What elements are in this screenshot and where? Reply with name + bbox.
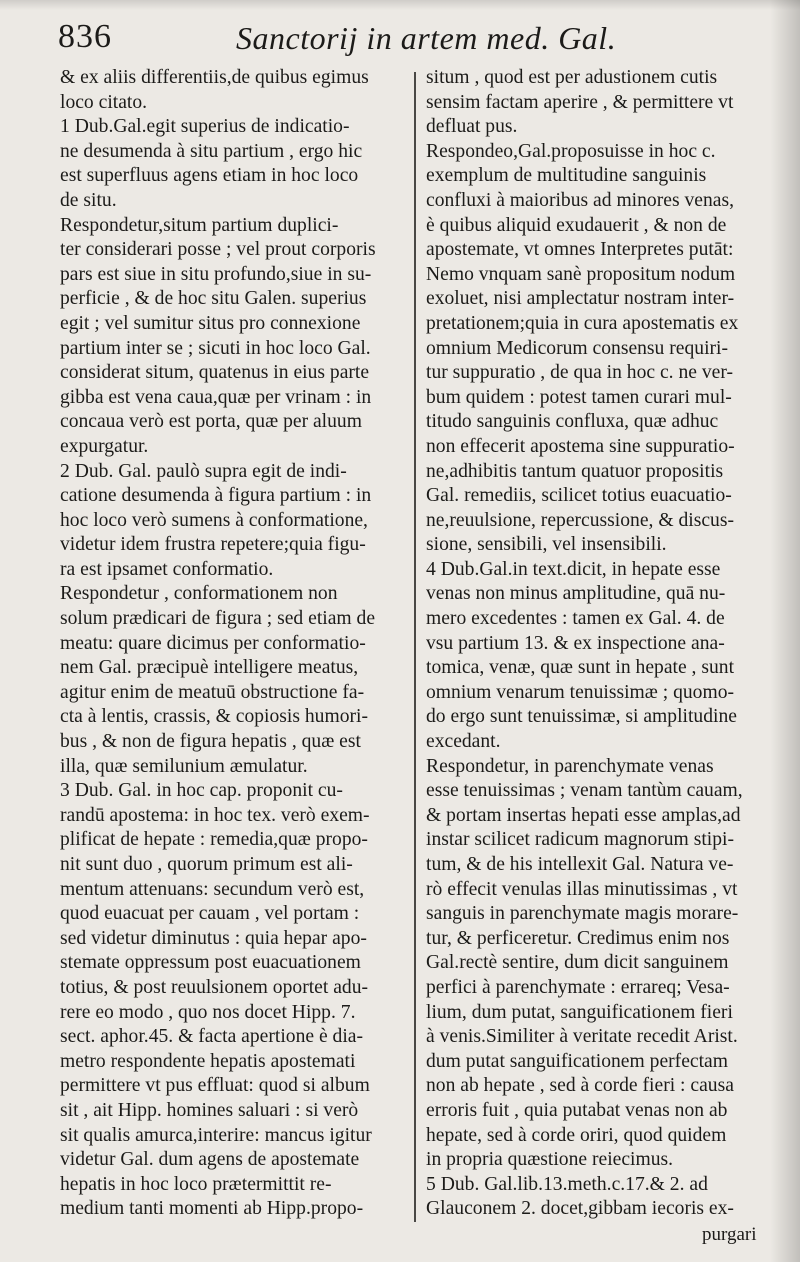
text-line: ne desumenda à situ partium , ergo hic — [60, 140, 363, 162]
text-line: pretationem;quia in cura apostematis ex — [426, 312, 739, 334]
text-line: è quibus aliquid exudauerit , & non de — [426, 214, 727, 236]
text-line: tur, & perficeretur. Credimus enim nos — [426, 927, 730, 949]
text-line: 3 Dub. Gal. in hoc cap. proponit cu- — [60, 780, 343, 802]
text-line: expurgatur. — [60, 435, 149, 457]
text-line: lium, dum putat, sanguificationem fieri — [426, 1001, 733, 1023]
text-line: illa, quæ semilunium æmulatur. — [60, 755, 308, 777]
text-line: Respondetur , conformationem non — [60, 583, 338, 605]
text-line: Respondeo,Gal.proposuisse in hoc c. — [426, 140, 716, 162]
text-line: stemate oppressum post euacuationem — [60, 952, 361, 974]
text-line: agitur enim de meatuū obstructione fa- — [60, 681, 365, 703]
text-line: mero excedentes : tamen ex Gal. 4. de — [426, 608, 725, 630]
text-line: partium inter se ; sicuti in hoc loco Gal. — [60, 337, 371, 359]
text-line: non ab hepate , sed à corde fieri : causa — [426, 1075, 734, 1097]
right-column — [426, 66, 766, 1222]
text-line: medium tanti momenti ab Hipp.propo- — [60, 1198, 364, 1220]
text-line: excedant. — [426, 731, 501, 753]
text-line: tum, & de his intellexit Gal. Natura ve- — [426, 854, 734, 875]
text-line: tomica, venæ, quæ sunt in hepate , sunt — [426, 657, 735, 679]
column-divider — [414, 72, 416, 1222]
text-line: ne,adhibitis tantum quatuor propositis — [426, 460, 724, 482]
text-line: sione, sensibili, vel insensibili. — [426, 534, 667, 556]
text-line: Nemo vnquam sanè propositum nodum — [426, 263, 736, 285]
text-line: pars est siue in situ profundo,siue in su- — [60, 263, 372, 285]
text-line: do ergo sunt tenuissimæ, si amplitudine — [426, 706, 737, 728]
text-line: in propria quæstione reiecimus. — [426, 1149, 674, 1171]
text-line: exemplum de multitudine sanguinis — [426, 165, 707, 187]
text-line: 5 Dub. Gal.lib.13.meth.c.17.& 2. ad — [426, 1173, 708, 1195]
text-line: egit ; vel sumitur situs pro connexione — [60, 312, 361, 334]
text-line: & portam insertas hepati esse amplas,ad — [426, 804, 741, 826]
text-line: omnium Medicorum consensu requiri- — [426, 337, 729, 359]
text-line: nem Gal. præcipuè intelligere meatus, — [60, 657, 359, 679]
text-line: sensim factam aperire , & permittere vt — [426, 91, 734, 113]
text-line: exoluet, nisi amplectatur nostram inter- — [426, 288, 735, 310]
text-line: non effecerit apostema sine suppuratio- — [426, 435, 735, 457]
text-line: & ex aliis differentiis,de quibus egimus — [60, 67, 369, 88]
page-number: 836 — [58, 18, 112, 55]
text-line: considerat situm, quatenus in eius parte — [60, 362, 370, 384]
text-line: est superfluus agens etiam in hoc loco — [60, 165, 359, 187]
text-line: rere eo modo , quo nos docet Hipp. 7. — [60, 1001, 356, 1023]
text-line: ra est ipsamet conformatio. — [60, 558, 274, 580]
text-line: 1 Dub.Gal.egit superius de indicatio- — [60, 116, 350, 138]
text-line: videtur idem frustra repetere;quia figu- — [60, 534, 366, 556]
text-line: sect. aphor.45. & facta apertione è dia- — [60, 1026, 364, 1048]
text-line: bus , & non de figura hepatis , quæ est — [60, 731, 361, 753]
catchword: purgari — [702, 1224, 757, 1245]
text-line: cta à lentis, crassis, & copiosis humori- — [60, 706, 368, 728]
text-line: venas non minus amplitudine, quā nu- — [426, 583, 726, 605]
page-edge-shadow — [770, 0, 800, 1262]
text-line: 4 Dub.Gal.in text.dicit, in hepate esse — [426, 558, 721, 580]
text-line: sanguis in parenchymate magis morare- — [426, 903, 739, 925]
text-line: metro respondente hepatis apostemati — [60, 1050, 356, 1072]
text-line: catione desumenda à figura partium : in — [60, 485, 372, 507]
text-line: omnium venarum tenuissimæ ; quomo- — [426, 681, 735, 703]
text-line: hoc loco verò sumens à conformatione, — [60, 509, 368, 531]
text-line: erroris fuit , quia putabat venas non ab — [426, 1099, 728, 1121]
text-line: meatu: quare dicimus per conformatio- — [60, 632, 366, 654]
text-line: tur suppuratio , de qua in hoc c. ne ver- — [426, 362, 734, 384]
text-line: situm , quod est per adustionem cutis — [426, 67, 718, 88]
page-top-shadow — [0, 0, 800, 10]
text-line: vsu partium 13. & ex inspectione ana- — [426, 632, 725, 654]
text-line: Gal. remediis, scilicet totius euacuatio- — [426, 485, 732, 507]
text-line: bum quidem : potest tamen curari mul- — [426, 386, 732, 408]
text-line: perficie , & de hoc situ Galen. superius — [60, 288, 367, 310]
text-line: videtur Gal. dum agens de apostemate — [60, 1149, 360, 1171]
text-line: sed videtur diminutus : quia hepar apo- — [60, 927, 367, 949]
text-line: Respondetur,situm partium duplici- — [60, 214, 339, 236]
text-line: Gal.rectè sentire, dum dicit sanguinem — [426, 952, 729, 974]
text-line: plificat de hepate : remedia,quæ propo- — [60, 829, 368, 851]
text-line: ter considerari posse ; vel prout corporis — [60, 239, 376, 261]
text-line: Respondetur, in parenchymate venas — [426, 755, 714, 777]
text-line: Glauconem 2. docet,gibbam iecoris ex- — [426, 1198, 734, 1220]
text-line: confluxi à maioribus ad minores venas, — [426, 189, 734, 211]
text-line: dum putat sanguificationem perfectam — [426, 1050, 728, 1072]
text-line: sit qualis amurca,interire: mancus igitur — [60, 1124, 372, 1146]
text-line: permittere vt pus effluat: quod si album — [60, 1075, 370, 1097]
text-line: de situ. — [60, 189, 117, 211]
left-column — [60, 66, 412, 1222]
text-line: apostemate, vt omnes Interpretes putāt: — [426, 239, 734, 261]
text-line: hepate, sed à corde oriri, quod quidem — [426, 1124, 727, 1146]
text-line: perfici à parenchymate : errareq; Vesa- — [426, 976, 730, 998]
text-line: 2 Dub. Gal. paulò supra egit de indi- — [60, 460, 347, 482]
page-header — [0, 14, 800, 64]
text-line: hepatis in hoc loco prætermittit re- — [60, 1173, 332, 1195]
text-line: ne,reuulsione, repercussione, & discus- — [426, 509, 734, 531]
text-line: titudo sanguinis confluxa, quæ adhuc — [426, 411, 719, 433]
text-line: esse tenuissimas ; venam tantùm cauam, — [426, 780, 743, 802]
text-line: concaua verò est porta, quæ per aluum — [60, 411, 362, 433]
text-line: randū apostema: in hoc tex. verò exem- — [60, 804, 370, 826]
text-line: loco citato. — [60, 91, 148, 113]
text-line: quod euacuat per cauam , vel portam : — [60, 903, 360, 925]
text-line: solum prædicari de figura ; sed etiam de — [60, 608, 376, 630]
text-line: totius, & post reuulsionem oportet adu- — [60, 976, 369, 998]
text-line: sit , ait Hipp. homines saluari : si verò — [60, 1099, 359, 1121]
text-line: instar scilicet radicum magnorum stipi- — [426, 829, 734, 851]
text-line: mentum attenuans: secundum verò est, — [60, 878, 365, 900]
text-line: à venis.Similiter à veritate recedit Arist. — [426, 1026, 738, 1048]
text-line: nit sunt duo , quorum primum est ali- — [60, 854, 353, 875]
running-head: Sanctorij in artem med. Gal. — [236, 20, 617, 56]
text-line: defluat pus. — [426, 116, 518, 138]
text-line: gibba est vena caua,quæ per vrinam : in — [60, 386, 372, 408]
text-line: rò effecit venulas illas minutissimas , vt — [426, 878, 738, 900]
